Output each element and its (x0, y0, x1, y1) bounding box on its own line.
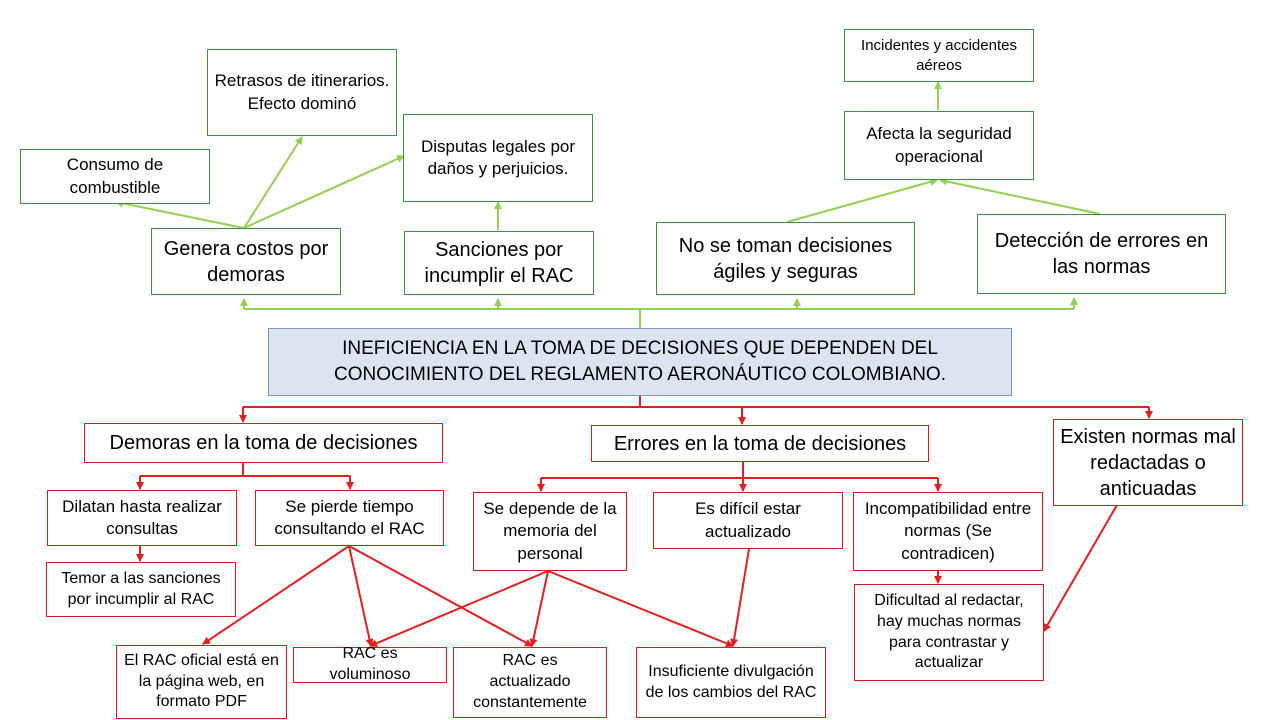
effect-sanciones-rac: Sanciones por incumplir el RAC (404, 231, 594, 295)
central-problem: INEFICIENCIA EN LA TOMA DE DECISIONES QUE DEPENDEN DEL CONOCIMIENTO DEL REGLAMENTO AERONÁUTICO COLOMBIANO. (268, 328, 1012, 396)
cause-dificultad-redactar: Dificultad al redactar, hay muchas normas para contrastar y actualizar (854, 584, 1044, 681)
cause-rac-pdf: El RAC oficial está en la página web, en formato PDF (116, 645, 287, 719)
cause-normas-mal-redactadas: Existen normas mal redactadas o anticuadas (1053, 419, 1243, 506)
effect-incidentes-accidentes: Incidentes y accidentes aéreos (844, 29, 1034, 82)
effect-costos-demoras: Genera costos por demoras (151, 228, 341, 295)
cause-pierde-tiempo-rac: Se pierde tiempo consultando el RAC (255, 490, 444, 546)
effect-consumo-combustible: Consumo de combustible (20, 149, 210, 204)
effect-seguridad-operacional: Afecta la seguridad operacional (844, 111, 1034, 180)
effect-no-decisiones-agiles: No se toman decisiones ágiles y seguras (656, 222, 915, 295)
cause-dilatan-consultas: Dilatan hasta realizar consultas (47, 490, 237, 546)
effect-disputas-legales: Disputas legales por daños y perjuicios. (403, 114, 593, 202)
cause-memoria-personal: Se depende de la memoria del personal (473, 492, 627, 571)
cause-rac-voluminoso: RAC es voluminoso (293, 647, 447, 683)
cause-incompatibilidad-normas: Incompatibilidad entre normas (Se contradicen) (853, 492, 1043, 571)
cause-dificil-actualizado: Es difícil estar actualizado (653, 492, 843, 549)
cause-errores-decisiones: Errores en la toma de decisiones (591, 425, 929, 462)
cause-temor-sanciones: Temor a las sanciones por incumplir al RAC (46, 562, 236, 617)
cause-rac-actualizado-constantemente: RAC es actualizado constantemente (453, 647, 607, 718)
effect-retrasos-itinerarios: Retrasos de itinerarios. Efecto dominó (207, 49, 397, 136)
cause-demoras-decisiones: Demoras en la toma de decisiones (84, 423, 443, 463)
effect-deteccion-errores: Detección de errores en las normas (977, 214, 1226, 294)
cause-insuficiente-divulgacion: Insuficiente divulgación de los cambios del RAC (636, 647, 826, 718)
